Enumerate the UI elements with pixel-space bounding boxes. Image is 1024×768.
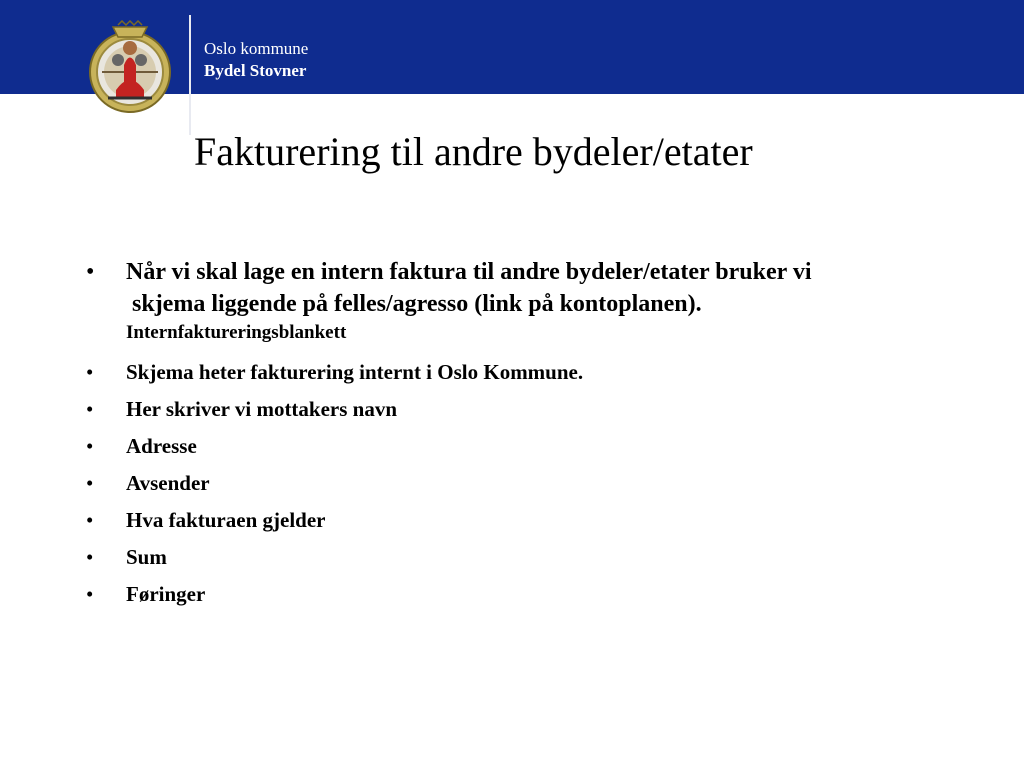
internfaktureringsblankett-link[interactable]: Internfaktureringsblankett bbox=[126, 322, 347, 343]
bullet-item-skjema: • Skjema heter fakturering internt i Oslo Kommune. bbox=[0, 360, 956, 385]
bullet-item-intern-faktura bbox=[0, 256, 956, 346]
bullet-list bbox=[0, 256, 1024, 619]
organization-name: Oslo kommune bbox=[204, 39, 309, 58]
bullet-item-foringer: • Føringer bbox=[0, 582, 956, 607]
bullet-item-sum: • Sum bbox=[0, 545, 956, 570]
slide-title: Fakturering til andre bydeler/etater bbox=[194, 129, 753, 174]
oslo-coat-of-arms-icon bbox=[88, 20, 172, 120]
bullet-item-avsender: • Avsender bbox=[0, 471, 956, 496]
bullet-line-2: skjema liggende på felles/agresso (link på kontoplanen). bbox=[132, 291, 702, 317]
bullet-item-adresse: • Adresse bbox=[0, 434, 956, 459]
organization-block bbox=[204, 38, 308, 82]
header-divider bbox=[189, 15, 191, 135]
bullet-line-1: Når vi skal lage en intern faktura til andre bydeler/etater bruker vi bbox=[126, 259, 812, 285]
bullet-item-mottaker: • Her skriver vi mottakers navn bbox=[0, 397, 956, 422]
bullet-item-hva-fakturaen-gjelder: • Hva fakturaen gjelder bbox=[0, 508, 956, 533]
organization-unit: Bydel Stovner bbox=[204, 61, 307, 80]
